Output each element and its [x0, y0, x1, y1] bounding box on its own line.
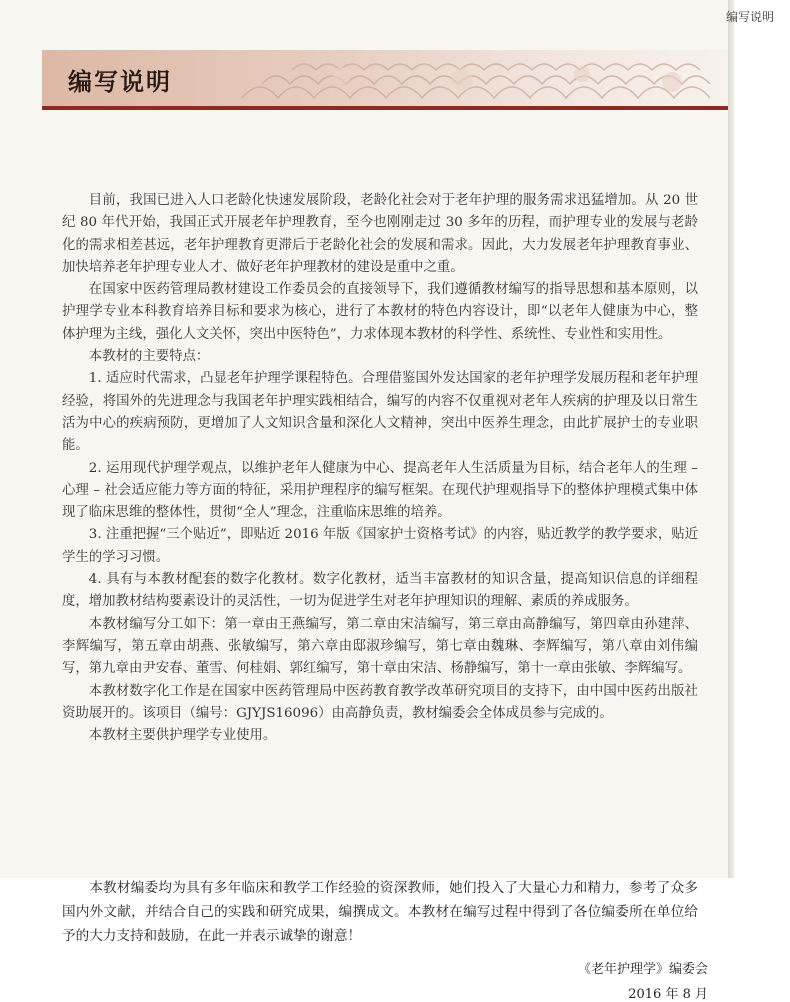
closing-paragraph: 本教材编委均为具有多年临床和教学工作经验的资深教师，她们投入了大量心力和精力，参考了众多国内外文献，并结合自己的实践和研究成果，编撰成文。本教材在编写过程中得到了各位编委所在单位给予的大力支持和鼓励，在此一并表示诚挚的谢意！ [62, 880, 698, 944]
paragraph: 目前，我国已进入人口老龄化快速发展阶段，老龄化社会对于老年护理的服务需求迅猛增加。从 20 世纪 80 年代开始，我国正式开展老年护理教育，至今也刚刚走过 30 多年的历程，而护理专业的发展与老龄化的需求相差甚远，老年护理教育更滞后于老龄化社会的发展和需求。因此，大力发展老年护理教育事业、加快培养老年护理专业人才、做好老年护理教材的建设是重中之重。 [62, 193, 698, 275]
section-title: 编写说明 [68, 68, 172, 96]
body-text [62, 190, 698, 747]
signature-date: 2016 年 8 月 [628, 987, 708, 1002]
paragraph: 4. 具有与本教材配套的数字化教材。数字化教材，适当丰富教材的知识含量，提高知识信息的详细程度，增加教材结构要素设计的灵活性，一切为促进学生对老年护理知识的理解、素质的养成服务。 [62, 572, 698, 610]
paragraph: 1. 适应时代需求，凸显老年护理学课程特色。合理借鉴国外发达国家的老年护理学发展历程和老年护理经验，将国外的先进理念与我国老年护理实践相结合，编写的内容不仅重视对老年人疾病的护理及以日常生活为中心的疾病预防，更增加了人文知识含量和深化人文精神，突出中医养生理念，由此扩展护士的专业职能。 [62, 371, 698, 454]
signature-organization: 《老年护理学》编委会 [577, 962, 708, 977]
running-header: 编写说明 [725, 10, 774, 24]
paragraph: 本教材主要供护理学专业使用。 [88, 728, 277, 744]
page-edge-shadow [728, 0, 734, 878]
section-banner [42, 50, 728, 110]
paragraph: 在国家中医药管理局教材建设工作委员会的直接领导下，我们遵循教材编写的指导思想和基本原则，以护理学专业本科教育培养目标和要求为核心，进行了本教材的特色内容设计，即“以老年人健康为中心，整体护理为主线，强化人文关怀，突出中医特色”，力求体现本教材的科学性、系统性、专业性和实用性。 [62, 282, 698, 342]
paragraph: 本教材编写分工如下：第一章由王燕编写，第二章由宋洁编写，第三章由高静编写，第四章由孙建萍、李辉编写，第五章由胡燕、张敏编写，第六章由邸淑珍编写，第七章由魏琳、李辉编写，第八章由刘伟编写，第九章由尹安春、董雪、何桂娟、郭红编写，第十章由宋洁、杨静编写，第十一章由张敏、李辉编写。 [62, 616, 698, 677]
closing-section [62, 876, 698, 948]
paragraph: 本教材数字化工作是在国家中医药管理局中医药教育教学改革研究项目的支持下，由中国中医药出版社资助展开的。该项目（编号：GJYJS16096）由高静负责，教材编委会全体成员参与完成的。 [62, 683, 698, 721]
paragraph: 2. 运用现代护理学观点，以维护老年人健康为中心、提高老年人生活质量为目标，结合老年人的生理 – 心理 – 社会适应能力等方面的特征，采用护理程序的编写框架。在现代护理观指导下的整体护理模式集中体现了临床思维的整体性，贯彻“全人”理念，注重临床思维的培养。 [62, 460, 698, 521]
paragraph: 3. 注重把握“三个贴近”，即贴近 2016 年版《国家护士资格考试》的内容，贴近教学的教学要求，贴近学生的学习习惯。 [62, 527, 698, 565]
paragraph: 本教材的主要特点： [88, 349, 210, 365]
